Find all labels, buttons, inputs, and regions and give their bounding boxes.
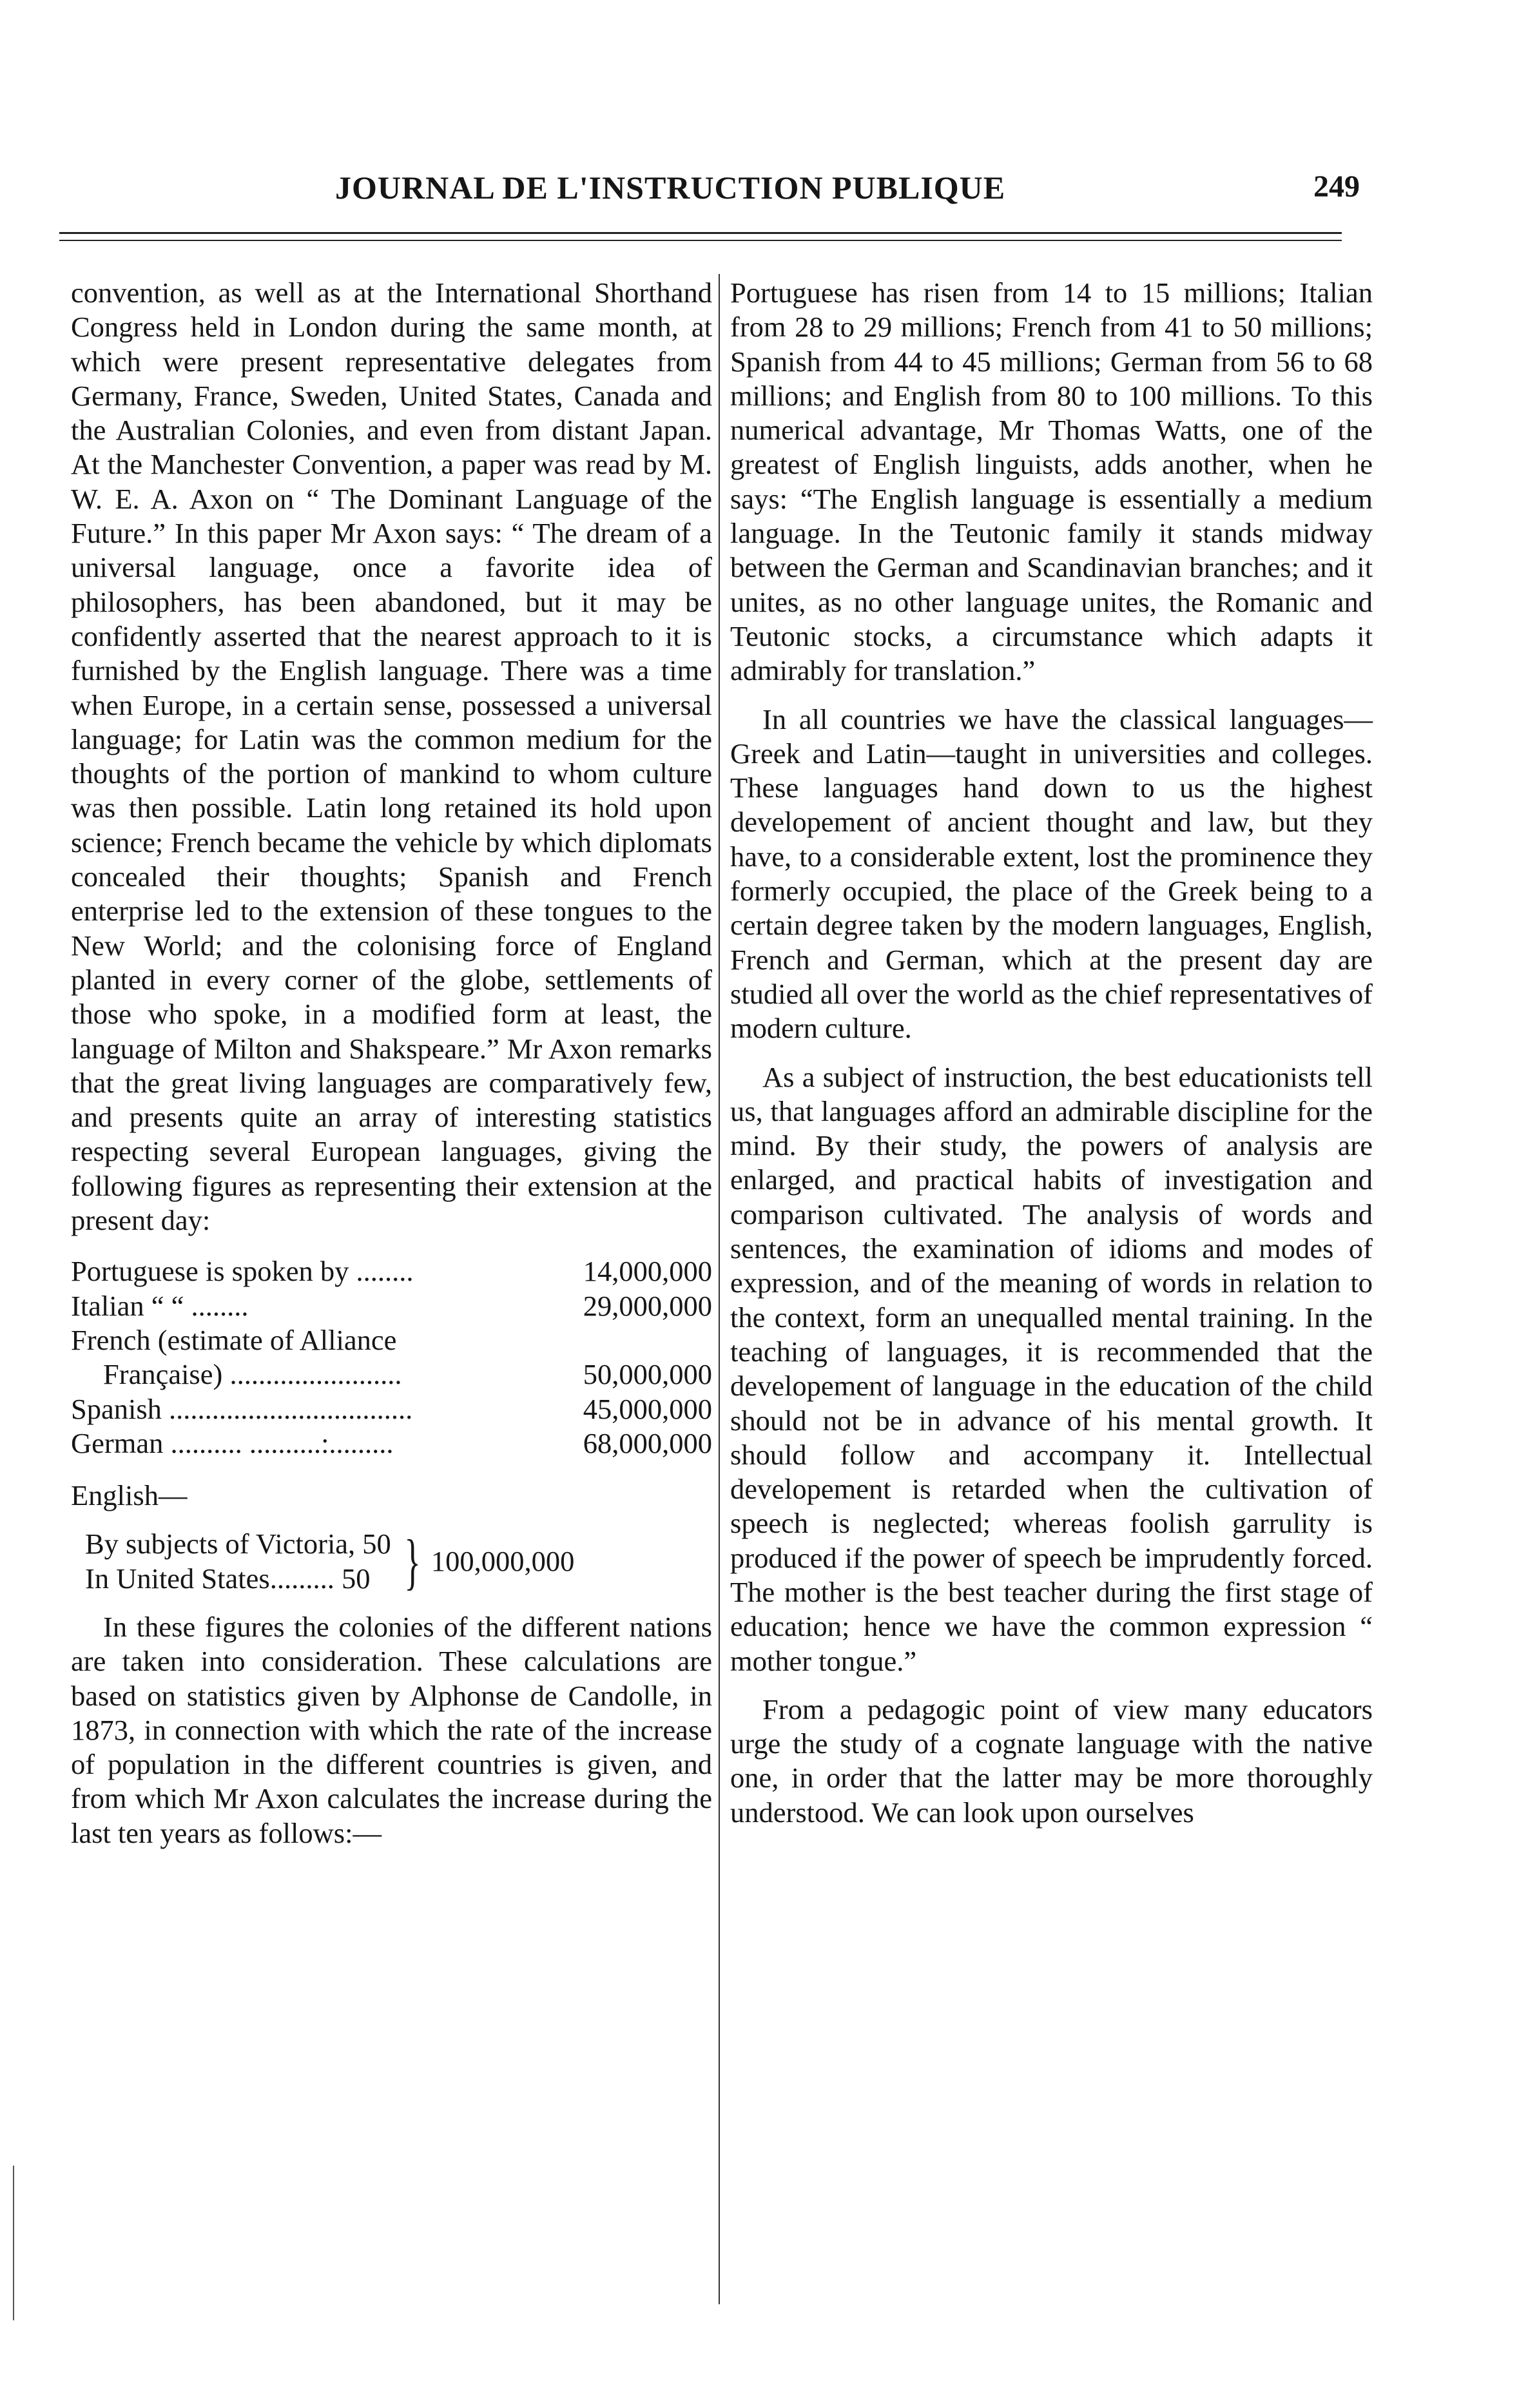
paragraph-growth: Portuguese has risen from 14 to 15 millions; Italian from 28 to 29 millions; French from 41 to 50 millions; Spanish from 44 to 45 millions; German from 56 to 68 millions; and English from 80 to 100 millions. To this numerical advantage, Mr Thomas Watts, one of the greatest of English linguists, adds another, when he says: “The English language is essentially a medium language. In the Teutonic family it stands midway between the German and Scandinavian branches; and it unites, as no other language unites, the Romanic and Teutonic stocks, a circumstance which adapts it admirably for translation.” — [730, 277, 1373, 687]
stat-label: Italian “ “ ........ — [71, 1289, 249, 1322]
page-number: 249 — [1313, 170, 1360, 204]
header-rule-bottom — [59, 240, 1342, 241]
stat-label: German .......... ..........:......... — [71, 1426, 394, 1459]
journal-title: JOURNAL DE L'INSTRUCTION PUBLIQUE — [335, 170, 1006, 206]
stat-value: 14,000,000 — [583, 1255, 712, 1288]
paragraph-convention: convention, as well as at the International Shorthand Congress held in London during the same month, at which were present representative delegates from Germany, France, Sweden, United States, Canada and the Australian Colonies, and even from distant Japan. At the Manchester Convention, a paper was read by M. W. E. A. Axon on “ The Dominant Language of the Future.” In this paper Mr Axon says: “ The dream of a universal language, once a favorite idea of philosophers, has been abandoned, but it may be confidently asserted that the nearest approach to it is furnished by the English language. There was a time when Europe, in a certain sense, possessed a universal language; for Latin was the common medium for the thoughts of the portion of mankind to whom culture was then possible. Latin long retained its hold upon science; French became the vehicle by which diplomats concealed their thoughts; Spanish and French enterprise led to the extension of these tongues to the New World; and the colonising force of England planted in every corner of the globe, settlements of those who spoke, in a modified form at least, the language of Milton and Shakspeare.” Mr Axon remarks that the great living languages are comparatively few, and presents quite an array of interesting statistics respecting several European languages, giving the following figures as representing their extension at the present day: — [71, 277, 712, 1237]
stat-value: 29,000,000 — [583, 1289, 712, 1322]
english-breakdown — [85, 1527, 391, 1596]
english-heading: English— — [71, 1479, 188, 1512]
table-row — [71, 1392, 712, 1426]
table-row — [71, 1357, 712, 1392]
paragraph-calculations: In these figures the colonies of the different nations are taken into consideration. These calculations are based on statistics given by Alphonse de Candolle, in 1873, in connection with which the rate of the increase of population in the different countries is given, and from which Mr Axon calculates the increase during the last ten years as follows:— — [71, 1610, 712, 1849]
english-victoria-line: By subjects of Victoria, 50 — [85, 1528, 391, 1560]
paragraph-instruction: As a subject of instruction, the best educationists tell us, that languages afford an admirable discipline for the mind. By their study, the powers of analysis are enlarged, and practical habits of investigation and comparison cultivated. The analysis of words and sentences, the examination of idioms and modes of expression, and of the meaning of words in relation to the context, form an unequalled mental training. In the teaching of languages, it is recommended that the developement of language in the education of the child should not be in advance of his mental growth. It should follow and accompany it. Intellectual developement is retarded when the cultivation of speech is neglected; whereas foolish garrulity is produced if the power of speech be imprudently forced. The mother is the best teacher during the first stage of education; hence we have the common expression “ mother tongue.” — [730, 1060, 1373, 1677]
english-statistics — [85, 1527, 712, 1596]
header-rule-top — [59, 232, 1342, 234]
stat-value — [558, 1323, 712, 1357]
column-divider — [719, 274, 720, 2304]
stat-label: French (estimate of Alliance — [71, 1323, 397, 1356]
paragraph-classical-languages: In all countries we have the classical languages—Greek and Latin—taught in universities and colleges. These languages hand down to us the highest developement of ancient thought and law, but they have, to a considerable extent, lost the prominence they formerly occupied, the place of the Greek being to a certain degree taken by the modern languages, English, French and German, which at the present day are studied all over the world as the chief representatives of modern culture. — [730, 703, 1373, 1045]
table-row — [71, 1426, 712, 1461]
language-statistics-table — [71, 1254, 712, 1461]
english-us-line: In United States......... 50 — [85, 1562, 371, 1595]
right-column — [730, 276, 1373, 1830]
stat-label: Française) ........................ — [103, 1358, 402, 1391]
paragraph-pedagogic: From a pedagogic point of view many educators urge the study of a cognate language with the native one, in order that the latter may be more thoroughly understood. We can look upon ourselves — [730, 1693, 1373, 1829]
table-row — [71, 1323, 712, 1357]
table-row — [71, 1254, 712, 1288]
page-edge-mark — [13, 2166, 14, 2320]
english-total: 100,000,000 — [431, 1545, 575, 1578]
brace-glyph: } — [404, 1526, 421, 1596]
stat-label: Portuguese is spoken by ........ — [71, 1255, 414, 1288]
table-row — [71, 1289, 712, 1323]
stat-value: 45,000,000 — [583, 1392, 712, 1425]
left-column — [71, 276, 712, 1850]
running-header — [58, 169, 1360, 220]
stat-value: 68,000,000 — [583, 1426, 712, 1459]
stat-label: Spanish .................................. — [71, 1392, 413, 1425]
stat-value: 50,000,000 — [583, 1358, 712, 1391]
